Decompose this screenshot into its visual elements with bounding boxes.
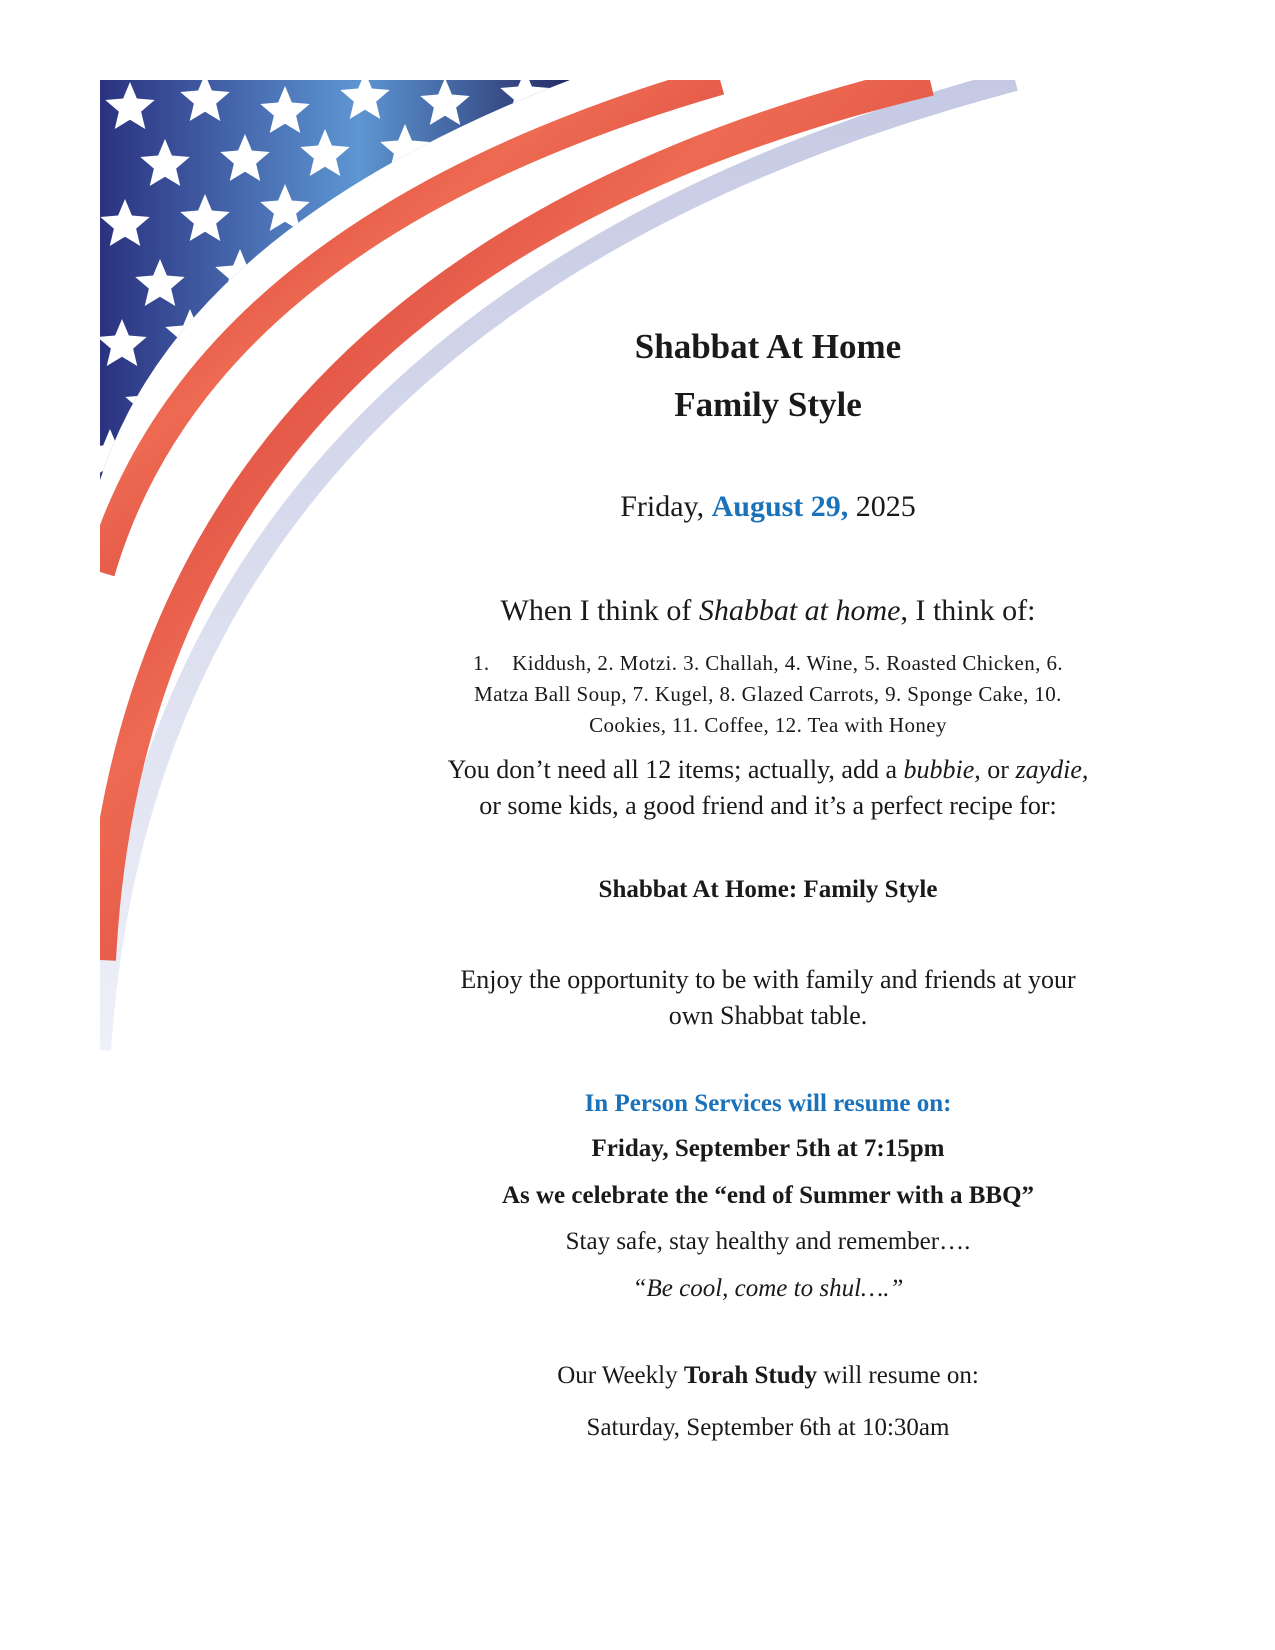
recipe-zaydie: zaydie, [1015, 755, 1089, 784]
torah-bold: Torah Study [683, 1362, 818, 1389]
title-line-2: Family Style [674, 385, 862, 424]
services-date: Friday, September 5th at 7:15pm [591, 1135, 945, 1162]
think-italic: Shabbat at home [698, 594, 901, 627]
torah-after: will resume on: [817, 1362, 979, 1389]
recipe-line-2: or some kids, a good friend and it’s a perfect recipe for: [479, 791, 1057, 820]
menu-line-1 [378, 648, 1158, 679]
title-line-1: Shabbat At Home [634, 327, 902, 366]
services-heading: In Person Services will resume on: [584, 1090, 952, 1117]
torah-study-date: Saturday, September 6th at 10:30am [586, 1414, 950, 1441]
enjoy-line-2: own Shabbat table. [668, 1001, 868, 1030]
subtitle: Shabbat At Home: Family Style [598, 876, 938, 903]
date-weekday: Friday, [620, 490, 705, 523]
menu-marker: 1. [472, 651, 490, 675]
recipe-line-1 [378, 752, 1158, 788]
torah-study-text [378, 1362, 1158, 1390]
menu-list [378, 648, 1158, 741]
stay-safe-text: Stay safe, stay healthy and remember…. [565, 1228, 971, 1255]
recipe-part-2: or [980, 755, 1016, 784]
recipe-text [378, 752, 1158, 824]
recipe-part-1: You don’t need all 12 items; actually, add a [447, 755, 904, 784]
menu-line-3: Cookies, 11. Coffee, 12. Tea with Honey [589, 713, 947, 737]
date-month-day: August 29, [711, 490, 849, 523]
page-title [378, 318, 1158, 434]
event-date [378, 490, 1158, 524]
star-icon [500, 70, 549, 117]
enjoy-text [378, 962, 1158, 1034]
menu-line-1-text: Kiddush, 2. Motzi. 3. Challah, 4. Wine, 5. Roasted Chicken, 6. [512, 651, 1064, 675]
think-after: , I think of: [900, 594, 1036, 627]
services-celebrate: As we celebrate the “end of Summer with a BBQ” [501, 1182, 1035, 1209]
think-heading [378, 594, 1158, 628]
torah-before: Our Weekly [557, 1362, 684, 1389]
menu-line-2: Matza Ball Soup, 7. Kugel, 8. Glazed Carrots, 9. Sponge Cake, 10. [474, 682, 1062, 706]
date-year: 2025 [855, 490, 916, 523]
enjoy-line-1: Enjoy the opportunity to be with family and friends at your [460, 965, 1076, 994]
slogan-quote: “Be cool, come to shul….” [632, 1275, 904, 1302]
recipe-bubbie: bubbie, [903, 755, 981, 784]
think-before: When I think of [500, 594, 699, 627]
